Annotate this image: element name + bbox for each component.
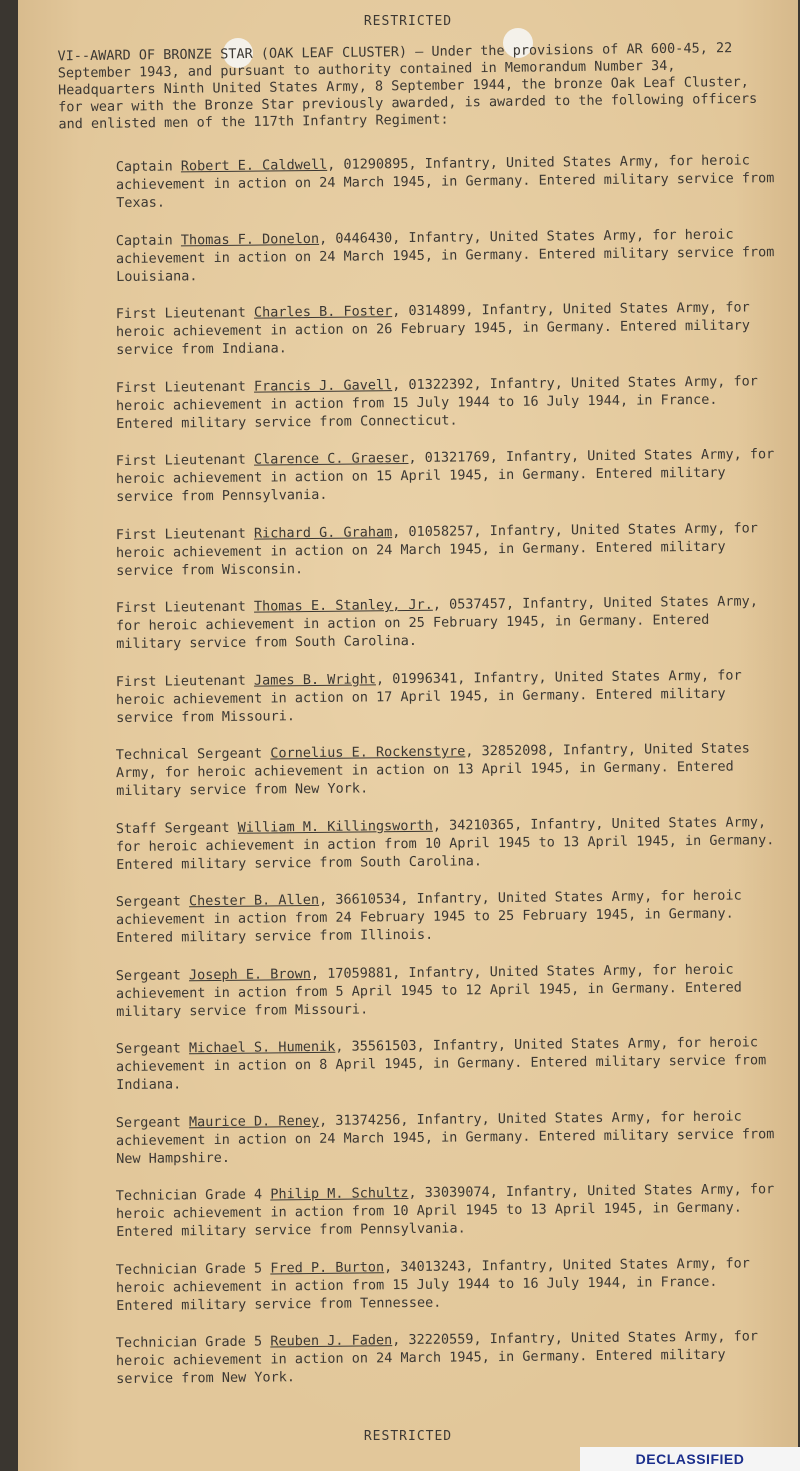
award-entry-text <box>36 298 782 360</box>
recipient-rank: Sergeant <box>115 893 181 911</box>
award-entry <box>36 592 782 654</box>
recipient-rank: Staff Sergeant <box>115 819 230 837</box>
award-entry <box>36 445 782 507</box>
recipient-name: Robert E. Caldwell <box>180 156 328 175</box>
recipient-rank: Sergeant <box>115 1113 181 1131</box>
recipient-name: Reuben J. Faden <box>270 1332 393 1350</box>
award-entry-text <box>36 372 782 434</box>
recipient-name: Thomas E. Stanley, Jr. <box>253 596 433 615</box>
award-entry-text <box>36 1107 782 1169</box>
recipient-name: Michael S. Humenik <box>188 1038 336 1057</box>
recipient-name: William M. Killingsworth <box>237 817 433 836</box>
award-entry-text <box>36 225 782 287</box>
document-page <box>18 0 798 1471</box>
header-classification: RESTRICTED <box>363 14 453 29</box>
award-entry-text <box>36 886 782 948</box>
recipient-rank: First Lieutenant <box>115 672 246 690</box>
recipient-rank: Technician Grade 5 <box>115 1260 263 1278</box>
recipient-rank: Technician Grade 5 <box>115 1333 263 1352</box>
recipient-name: Fred P. Burton <box>270 1258 385 1276</box>
award-entry <box>36 519 782 581</box>
recipient-rank: Technical Sergeant <box>115 745 263 764</box>
recipient-name: Maurice D. Reney <box>188 1112 320 1130</box>
recipient-name: Cornelius E. Rockenstyre <box>270 743 466 762</box>
recipient-rank: Captain <box>115 231 173 249</box>
recipient-name: Thomas F. Donelon <box>180 230 320 248</box>
recipient-details: , 01290895, Infantry, United States Army, for heroic achievement in action on 24 March 1945, in Germany. Entered military service from Texas. <box>115 152 775 212</box>
recipient-details: , 35561503, Infantry, United States Army, for heroic achievement in action on 8 April 1945, in Germany. Entered military service from Indiana. <box>115 1034 767 1094</box>
award-entry-text <box>36 1180 782 1242</box>
recipient-details: , 0314899, Infantry, United States Army, for heroic achievement in action on 26 February 1945, in Germany. Entered military service from Indiana. <box>115 299 751 359</box>
recipient-details: , 33039074, Infantry, United States Army, for heroic achievement in action from 10 April 1945 to 13 April 1945, in Germany. Entered military service from Pennsylvania. <box>115 1181 775 1241</box>
award-entry-text <box>36 1033 782 1095</box>
award-entry <box>36 372 782 434</box>
footer-classification: RESTRICTED <box>363 1429 453 1444</box>
recipient-name: Joseph E. Brown <box>188 965 311 983</box>
recipient-name: Chester B. Allen <box>188 891 320 910</box>
recipient-details: , 31374256, Infantry, United States Army, for heroic achievement in action on 24 March 1945, in Germany. Entered military service from New Hampshire. <box>115 1108 775 1167</box>
recipient-rank: Technician Grade 4 <box>115 1186 263 1205</box>
recipient-name: Philip M. Schultz <box>270 1185 409 1203</box>
award-entry <box>36 225 782 287</box>
award-entry <box>36 1033 782 1095</box>
award-entry <box>36 1327 782 1389</box>
award-entry-text <box>36 1254 782 1316</box>
recipient-details: , 32852098, Infantry, United States Army, for heroic achievement in action on 13 April 1945, in Germany. Entered military service from New York. <box>115 740 750 800</box>
award-entry-text <box>36 960 782 1022</box>
recipient-rank: First Lieutenant <box>115 598 246 617</box>
recipient-details: , 01322392, Infantry, United States Army, for heroic achievement in action from 15 July 1944 to 16 July 1944, in France. Entered military service from Connecticut. <box>115 372 758 432</box>
recipient-rank: Captain <box>115 158 173 176</box>
award-entry-text <box>36 592 782 654</box>
recipient-details: , 0537457, Infantry, United States Army, for heroic achievement in action on 25 February 1945, in Germany. Entered military service from South Carolina. <box>115 593 758 653</box>
award-entry <box>36 960 782 1022</box>
award-entry <box>36 886 782 948</box>
award-entry-text <box>36 151 782 213</box>
recipient-details: , 17059881, Infantry, United States Army, for heroic achievement in action from 5 April 1945 to 12 April 1945, in Germany. Entered military service from Missouri. <box>115 961 742 1020</box>
award-entry-text <box>36 739 782 801</box>
recipient-rank: Sergeant <box>115 966 181 984</box>
award-entry <box>36 151 782 213</box>
recipient-rank: First Lieutenant <box>115 378 246 396</box>
award-entry <box>36 1107 782 1169</box>
recipient-details: , 34210365, Infantry, United States Army, for heroic achievement in action from 10 April 1945 to 13 April 1945, in Germany. Entered military service from South Carolina. <box>115 813 775 873</box>
award-entry-text <box>36 1327 782 1389</box>
recipient-rank: First Lieutenant <box>115 451 246 470</box>
award-entry <box>36 739 782 801</box>
recipient-name: Francis J. Gavell <box>253 376 393 395</box>
award-intro-paragraph <box>58 40 769 134</box>
award-entry-text <box>36 666 782 728</box>
recipient-name: Charles B. Foster <box>253 303 393 321</box>
award-entry <box>36 1180 782 1242</box>
recipient-details: , 34013243, Infantry, United States Army, for heroic achievement in action from 15 July 1944 to 16 July 1944, in France. Entered military service from Tennessee. <box>115 1254 750 1314</box>
declassified-stamp: DECLASSIFIED <box>580 1447 800 1471</box>
recipient-details: , 01321769, Infantry, United States Army, for heroic achievement in action on 15 April 1945, in Germany. Entered military service from Pennsylvania. <box>115 446 775 506</box>
recipient-name: Richard G. Graham <box>253 523 393 542</box>
recipient-rank: Sergeant <box>115 1040 181 1058</box>
recipient-details: , 01996341, Infantry, United States Army, for heroic achievement in action on 17 April 1945, in Germany. Entered military service from Missouri. <box>115 667 742 726</box>
recipient-name: James B. Wright <box>253 670 377 689</box>
award-entry-text <box>36 519 782 581</box>
recipient-name: Clarence C. Graeser <box>253 450 409 468</box>
award-entry <box>36 813 782 875</box>
recipient-rank: First Lieutenant <box>115 525 246 543</box>
award-entry <box>36 1254 782 1316</box>
recipient-details: , 01058257, Infantry, United States Army, for heroic achievement in action on 24 March 1945, in Germany. Entered military service from Wisconsin. <box>115 519 758 579</box>
recipient-details: , 36610534, Infantry, United States Army, for heroic achievement in action from 24 February 1945 to 25 February 1945, in Germany. Entered military service from Illinois. <box>115 887 742 947</box>
award-entry <box>36 666 782 728</box>
award-entry-text <box>36 445 782 507</box>
award-intro-text: VI--AWARD OF BRONZE STAR (OAK LEAF CLUSTER) — Under the provisions of AR 600-45, 22 September 1943, and pursuant to authority contained in Memorandum Number 34, Headquarters Ninth United States Army, 8 September 1944, the bronze Oak Leaf Cluster, for wear with the Bronze Star previously awarded, is awarded to the following officers and enlisted men of the 117th Infantry Regiment: <box>57 40 758 133</box>
recipient-details: , 0446430, Infantry, United States Army, for heroic achievement in action on 24 March 1945, in Germany. Entered military service from Louisiana. <box>115 226 775 285</box>
recipient-rank: First Lieutenant <box>115 304 246 323</box>
recipient-details: , 32220559, Infantry, United States Army, for heroic achievement in action on 24 March 1945, in Germany. Entered military service from New York. <box>115 1328 759 1388</box>
award-entry-text <box>36 813 782 875</box>
award-entry <box>36 298 782 360</box>
